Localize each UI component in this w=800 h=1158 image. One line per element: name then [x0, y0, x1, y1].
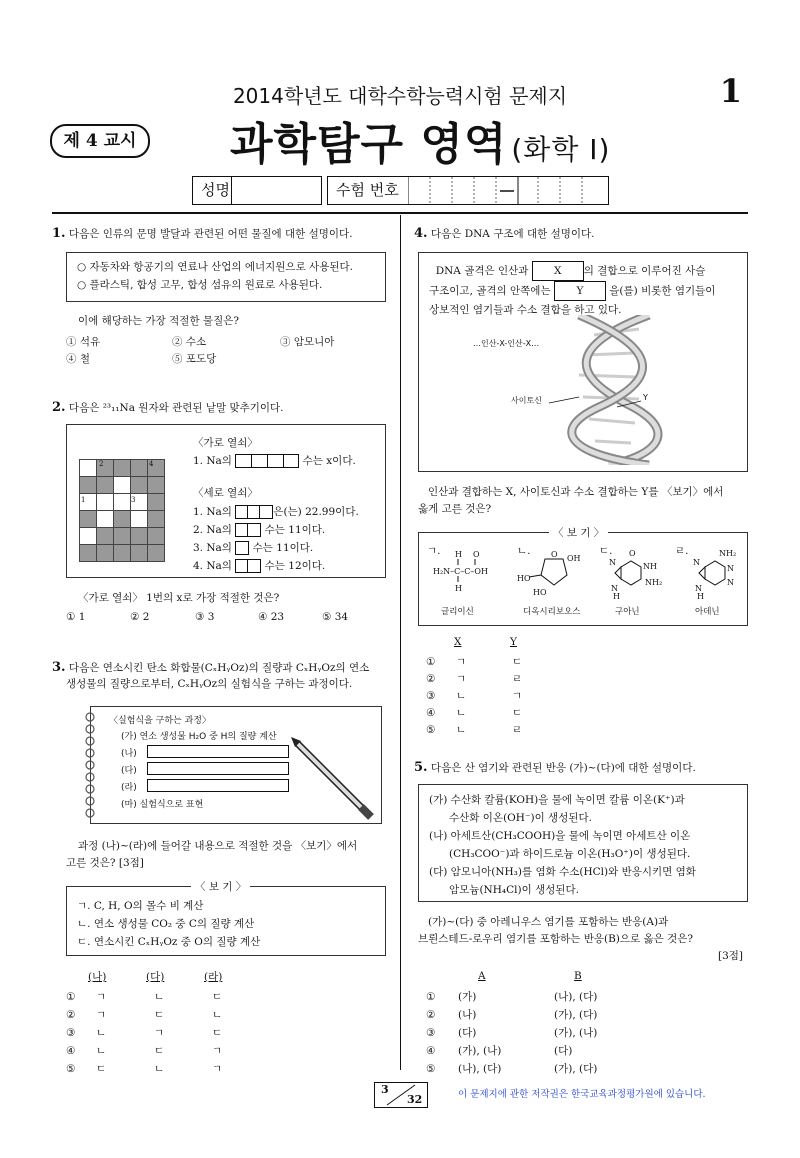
q5-question: (가)~(다) 중 아레니우스 염기를 포함하는 반응(A)과	[428, 916, 669, 928]
name-field[interactable]	[192, 176, 322, 205]
blank-box	[147, 762, 289, 775]
total-pages: 32	[407, 1093, 423, 1106]
reaction-line: 수산화 이온(OH⁻)이 생성된다.	[429, 812, 592, 824]
answer-row[interactable]: ② ㄱ ㄷ ㄴ	[66, 1009, 223, 1021]
q3-question: 과정 (나)~(라)에 들어갈 내용으로 적절한 것을 〈보기〉에서	[78, 840, 358, 852]
answer-row[interactable]: ⑤ ㄷ ㄴ ㄱ	[66, 1063, 223, 1075]
q5-number: 5.	[414, 760, 428, 775]
answer-boxes	[235, 559, 261, 573]
col-head: A	[478, 970, 486, 982]
answer-boxes	[235, 454, 299, 468]
col-head: (나)	[88, 971, 107, 983]
answer-boxes	[235, 523, 261, 537]
answer-row[interactable]: ③ (다) (가), (나)	[426, 1027, 598, 1039]
svg-text:O: O	[551, 550, 558, 559]
answer-boxes	[235, 505, 273, 519]
q5-stem-text: 다음은 산 염기와 관련된 반응 (가)~(다)에 대한 설명이다.	[430, 762, 696, 774]
svg-text:N: N	[695, 584, 702, 593]
svg-text:OH: OH	[567, 554, 581, 563]
clue-prefix: 3. Na의	[193, 542, 232, 554]
down-clues	[193, 503, 359, 575]
col-head: (라)	[204, 971, 223, 983]
q3-number: 3.	[52, 660, 66, 675]
answer-row[interactable]: ⑤ (나), (다) (가), (다)	[426, 1063, 598, 1075]
clue-prefix: 4. Na의	[193, 560, 232, 572]
q3-answer-table	[66, 988, 222, 1078]
bogi-title: 〈 보 기 〉	[549, 525, 608, 540]
exam-number-boxes	[408, 177, 608, 204]
q5-info-box	[418, 784, 748, 902]
svg-text:O: O	[473, 550, 480, 559]
svg-text:HO: HO	[517, 574, 531, 583]
q1-stem-text: 다음은 인류의 문명 발달과 관련된 어떤 물질에 대한 설명이다.	[68, 228, 353, 240]
clue-prefix: 2. Na의	[193, 524, 232, 536]
q1-stem	[52, 226, 353, 241]
reaction-line: (가) 수산화 칼륨(KOH)을 물에 녹이면 칼륨 이온(K⁺)과	[429, 794, 685, 806]
svg-text:NH₂: NH₂	[719, 549, 737, 558]
answer-row[interactable]: ① ㄱ ㄴ ㄷ	[66, 991, 223, 1003]
dna-label: 사이토신	[511, 396, 542, 405]
blank-box	[147, 745, 289, 758]
answer-boxes	[235, 541, 249, 555]
subject-title	[230, 108, 610, 172]
cell-number: 2	[99, 460, 104, 468]
q2-number: 2.	[52, 400, 66, 415]
molecule-structures	[425, 547, 745, 603]
cell-number: 4	[149, 460, 154, 468]
q5-stem	[414, 760, 696, 775]
svg-text:O: O	[629, 549, 636, 558]
dna-double-helix-diagram	[539, 315, 699, 465]
q4-question-2: 옳게 고른 것은?	[418, 503, 492, 515]
dna-label: Y	[643, 393, 648, 402]
q2-choice[interactable]: ① 1	[66, 611, 86, 623]
q5-question-2: 브뢴스테드-로우리 염기를 포함하는 반응(B)으로 옳은 것은?	[418, 933, 694, 945]
clue-prefix: 1. Na의	[193, 506, 232, 518]
svg-text:N: N	[727, 578, 734, 587]
q1-question: 이에 해당하는 가장 적절한 물질은?	[78, 315, 239, 327]
exam-number-label: 수험 번호	[336, 181, 399, 199]
svg-text:NH₂: NH₂	[645, 578, 663, 587]
q4-stem	[414, 226, 595, 241]
exam-number-field[interactable]	[327, 176, 609, 205]
q2-puzzle-box	[66, 424, 386, 578]
step-line: (다)	[121, 766, 137, 776]
pencil-icon	[291, 737, 381, 821]
session-badge: 제 4 교시	[50, 124, 150, 158]
q1-choice[interactable]: ② 수소	[172, 336, 207, 348]
q4-box-text: DNA 골격은 인산과 X 의 결합으로 이루어진 사슬 구조이고, 골격의 안쪽에는 Y 을(를) 비롯한 염기들이 상보적인 염기들과 수소 결합을 하고 있다.	[429, 261, 715, 319]
molecule-name: 글리이신	[441, 607, 474, 617]
q2-stem-text: 다음은 ²³₁₁Na 원자와 관련된 낱말 맞추기이다.	[68, 402, 284, 414]
q5-points: [3점]	[718, 950, 744, 962]
column-divider	[400, 215, 401, 1070]
q3-stem-text-2: 생성물의 질량으로부터, CₓHᵧOz의 실험식을 구하는 과정이다.	[66, 678, 353, 690]
answer-row[interactable]: ② ㄱ ㄹ	[426, 673, 523, 685]
spiral-binding-icon	[83, 711, 97, 821]
cell-number: 1	[81, 496, 86, 504]
clue-suffix: 수는 12이다.	[264, 560, 326, 572]
bogi-title: 〈 보 기 〉	[191, 879, 250, 894]
q4-question: 인산과 결합하는 X, 사이토신과 수소 결합하는 Y를 〈보기〉에서	[428, 486, 724, 498]
svg-text:N: N	[611, 584, 618, 593]
svg-text:H: H	[613, 592, 620, 601]
clue-suffix: 수는 x이다.	[302, 455, 356, 467]
q4-answer-table	[426, 654, 522, 739]
answer-row[interactable]: ③ ㄴ ㄱ ㄷ	[66, 1027, 223, 1039]
col-head: (다)	[146, 971, 165, 983]
reaction-line: 암모늄(NH₄Cl)이 생성된다.	[429, 884, 579, 896]
bogi-item: ㄱ. C, H, O의 몰수 비 계산	[77, 900, 204, 912]
across-clue	[193, 453, 356, 468]
answer-row[interactable]: ① (가) (나), (다)	[426, 991, 598, 1003]
svg-text:N: N	[609, 558, 616, 567]
crossword-grid	[79, 459, 165, 562]
q3-question-2: 고른 것은? [3점]	[66, 857, 144, 869]
svg-text:N: N	[693, 558, 700, 567]
bogi-label: ㄴ.	[517, 545, 531, 557]
q4-info-box	[418, 252, 748, 472]
bogi-item: ㄴ. 연소 생성물 CO₂ 중 C의 질량 계산	[77, 918, 255, 930]
answer-row[interactable]: ④ (가), (나) (다)	[426, 1045, 573, 1057]
cell-number: 3	[131, 496, 136, 504]
bogi-label: ㄹ.	[675, 545, 689, 557]
col-head: Y	[510, 636, 517, 648]
current-page: 3	[381, 1083, 389, 1096]
answer-row[interactable]: ④ ㄴ ㄷ ㄱ	[66, 1045, 223, 1057]
reaction-line: (나) 아세트산(CH₃COOH)을 물에 녹이면 아세트산 이온	[429, 830, 691, 842]
q4-stem-text: 다음은 DNA 구조에 대한 설명이다.	[430, 228, 595, 240]
step-line: (마) 실험식으로 표현	[121, 800, 204, 810]
q1-info-box	[66, 252, 386, 302]
q3-bogi-box	[66, 881, 386, 956]
q2-choice[interactable]: ③ 3	[195, 611, 215, 623]
svg-text:H: H	[455, 584, 462, 593]
svg-text:H: H	[455, 550, 462, 559]
notebook-title: 〈실험식을 구하는 과정〉	[109, 716, 211, 726]
q3-stem-text: 다음은 연소시킨 탄소 화합물(CₓHᵧOz)의 질량과 CₓHᵧOz의 연소	[68, 662, 370, 674]
q4-bogi-box	[418, 527, 748, 626]
q2-stem	[52, 400, 284, 415]
col-head: B	[574, 970, 582, 982]
q5-answer-table	[426, 988, 597, 1078]
q3-notebook	[90, 706, 382, 824]
page-number: 1	[719, 72, 742, 110]
down-title: 〈세로 열쇠〉	[193, 487, 258, 499]
col-head: X	[454, 636, 462, 648]
q1-choice[interactable]: ① 석유	[66, 336, 101, 348]
blank-box	[147, 779, 289, 792]
q1-number: 1.	[52, 226, 66, 241]
bogi-item: ㄷ. 연소시킨 CₓHᵧOz 중 O의 질량 계산	[77, 936, 261, 948]
q2-question: 〈가로 열쇠〉 1번의 x로 가장 적절한 것은?	[78, 592, 280, 604]
reaction-line: (CH₃COO⁻)과 하이드로늄 이온(H₃O⁺)이 생성된다.	[429, 848, 691, 860]
q1-choice[interactable]: ④ 철	[66, 353, 90, 365]
reaction-line: (다) 암모니아(NH₃)를 염화 수소(HCl)와 반응시키면 염화	[429, 866, 696, 878]
name-label: 성명	[201, 181, 230, 199]
answer-row[interactable]: ① ㄱ ㄷ	[426, 656, 523, 668]
subject-sub: (화학 I)	[511, 133, 611, 166]
clue-suffix: 은(는) 22.99이다.	[273, 506, 359, 518]
answer-row[interactable]: ⑤ ㄴ ㄹ	[426, 724, 523, 736]
clue-suffix: 수는 11이다.	[264, 524, 326, 536]
svg-text:NH: NH	[643, 562, 657, 571]
bogi-label: ㄱ.	[427, 545, 441, 557]
svg-text:HO: HO	[533, 588, 547, 597]
bogi-label: ㄷ.	[599, 545, 613, 557]
copyright-notice: 이 문제지에 관한 저작권은 한국교육과정평가원에 있습니다.	[458, 1089, 706, 1100]
exam-header-title: 2014학년도 대학수학능력시험 문제지	[232, 84, 568, 108]
answer-row[interactable]: ④ ㄴ ㄷ	[426, 707, 523, 719]
top-rule	[52, 212, 748, 214]
q2-choice[interactable]: ⑤ 34	[322, 611, 349, 623]
svg-text:H₂N–C–C–OH: H₂N–C–C–OH	[433, 567, 488, 576]
across-title: 〈가로 열쇠〉	[193, 437, 258, 449]
q2-choice[interactable]: ② 2	[130, 611, 150, 623]
step-line: (나)	[121, 749, 137, 759]
molecule-name: 구아닌	[615, 607, 640, 617]
subject-name: 과학탐구 영역	[230, 119, 508, 170]
clue-prefix: 1. Na의	[193, 455, 232, 467]
dna-label: …인산-X-인산-X…	[473, 339, 540, 348]
svg-text:N: N	[727, 564, 734, 573]
blank-x: X	[532, 261, 584, 281]
clue-suffix: 수는 11이다.	[252, 542, 314, 554]
q1-choice[interactable]: ③ 암모니아	[280, 336, 335, 348]
q4-number: 4.	[414, 226, 428, 241]
blank-y: Y	[554, 281, 606, 301]
answer-row[interactable]: ③ ㄴ ㄱ	[426, 690, 523, 702]
q3-stem	[52, 660, 369, 675]
q1-choice[interactable]: ⑤ 포도당	[172, 353, 217, 365]
step-line: (가) 연소 생성물 H₂O 중 H의 질량 계산	[121, 732, 277, 742]
q1-box-line: ○ 플라스틱, 합성 고무, 합성 섬유의 원료로 사용된다.	[77, 279, 323, 291]
svg-text:H: H	[697, 592, 704, 601]
q1-box-line: ○ 자동차와 항공기의 연료나 산업의 에너지원으로 사용된다.	[77, 261, 353, 273]
step-line: (라)	[121, 783, 137, 793]
q2-choice[interactable]: ④ 23	[258, 611, 285, 623]
molecule-name: 아데닌	[695, 607, 720, 617]
molecule-name: 디옥시리보오스	[523, 607, 581, 617]
page-counter	[374, 1082, 428, 1108]
answer-row[interactable]: ② (나) (가), (다)	[426, 1009, 598, 1021]
